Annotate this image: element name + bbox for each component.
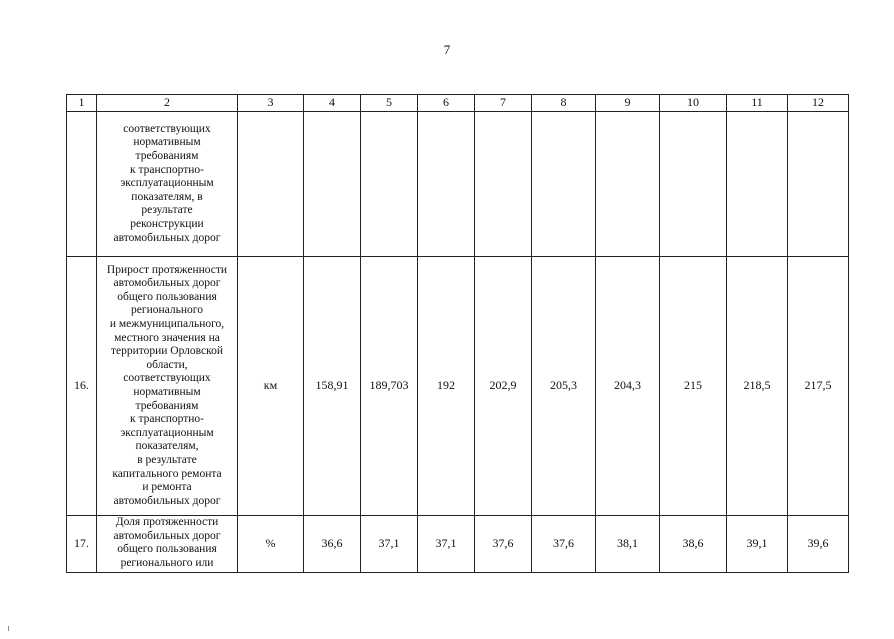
description-line: местного значения на [114,331,220,344]
header-cell: 9 [596,95,660,112]
header-cell: 2 [97,95,238,112]
value-cell: 204,3 [596,257,660,516]
description-line: показателям, [135,440,199,453]
value-cell [475,112,532,257]
description-line: территории Орловской [110,345,224,358]
header-cell: 7 [475,95,532,112]
value-cell [596,112,660,257]
value-cell: 192 [418,257,475,516]
description-line: соответствующих [123,372,211,385]
description-line: реконструкции [130,217,204,230]
description-line: Доля протяженности [115,516,219,528]
description-line: автомобильных дорог [113,277,221,290]
value-cell: 218,5 [727,257,788,516]
value-cell [532,112,596,257]
indicator-description [97,112,238,257]
row-number [67,112,97,257]
description-line: автомобильных дорог [113,494,221,507]
header-cell: 5 [361,95,418,112]
description-line: эксплуатационным [120,177,214,190]
description-line: капитального ремонта [112,467,222,480]
value-cell [418,112,475,257]
description-line: результате [141,204,193,217]
scan-edge-mark [8,626,9,631]
description-line: к транспортно- [129,413,204,426]
description-line: нормативным [133,136,201,149]
unit-cell [238,112,304,257]
description-line: и ремонта [142,481,192,494]
value-cell: 205,3 [532,257,596,516]
value-cell: 38,6 [660,516,727,573]
value-cell: 39,1 [727,516,788,573]
value-cell: 158,91 [304,257,361,516]
indicator-description [97,516,238,573]
description-line: регионального или [120,556,214,569]
header-cell: 11 [727,95,788,112]
description-line: нормативным [133,386,201,398]
description-line: требованиям [135,399,199,412]
header-cell: 6 [418,95,475,112]
value-cell: 37,1 [418,516,475,573]
value-cell [660,112,727,257]
value-cell: 37,1 [361,516,418,573]
description-line: соответствующих [123,122,211,135]
value-cell: 202,9 [475,257,532,516]
value-cell: 37,6 [475,516,532,573]
description-line: области, [146,358,188,371]
indicators-table [66,94,849,573]
description-line: эксплуатационным [120,426,214,439]
value-cell [788,112,849,257]
header-row [67,95,849,112]
value-cell: 215 [660,257,727,516]
value-cell [304,112,361,257]
value-cell: 37,6 [532,516,596,573]
header-cell: 10 [660,95,727,112]
table-row [67,516,849,573]
description-line: Прирост протяженности [106,263,228,276]
header-cell: 1 [67,95,97,112]
value-cell [361,112,418,257]
row-number: 17. [67,516,97,573]
table-row [67,112,849,257]
value-cell: 36,6 [304,516,361,573]
header-cell: 3 [238,95,304,112]
description-line: общего пользования [117,290,217,303]
value-cell [727,112,788,257]
description-line: показателям, в [131,190,203,203]
unit-cell: % [238,516,304,573]
description-line: автомобильных дорог [113,231,221,244]
description-line: автомобильных дорог [113,529,221,542]
unit-cell: км [238,257,304,516]
row-number: 16. [67,257,97,516]
description-line: и межмуниципального, [109,318,225,331]
table-row [67,257,849,516]
description-line: в результате [137,453,197,466]
value-cell: 189,703 [361,257,418,516]
indicator-description [97,257,238,516]
header-cell: 12 [788,95,849,112]
description-line: требованиям [135,150,199,163]
description-line: общего пользования [117,543,217,556]
page-number: 7 [443,42,451,57]
value-cell: 38,1 [596,516,660,573]
value-cell: 217,5 [788,257,849,516]
header-cell: 4 [304,95,361,112]
description-line: к транспортно- [129,163,204,176]
value-cell: 39,6 [788,516,849,573]
description-line: регионального [131,304,203,317]
header-cell: 8 [532,95,596,112]
